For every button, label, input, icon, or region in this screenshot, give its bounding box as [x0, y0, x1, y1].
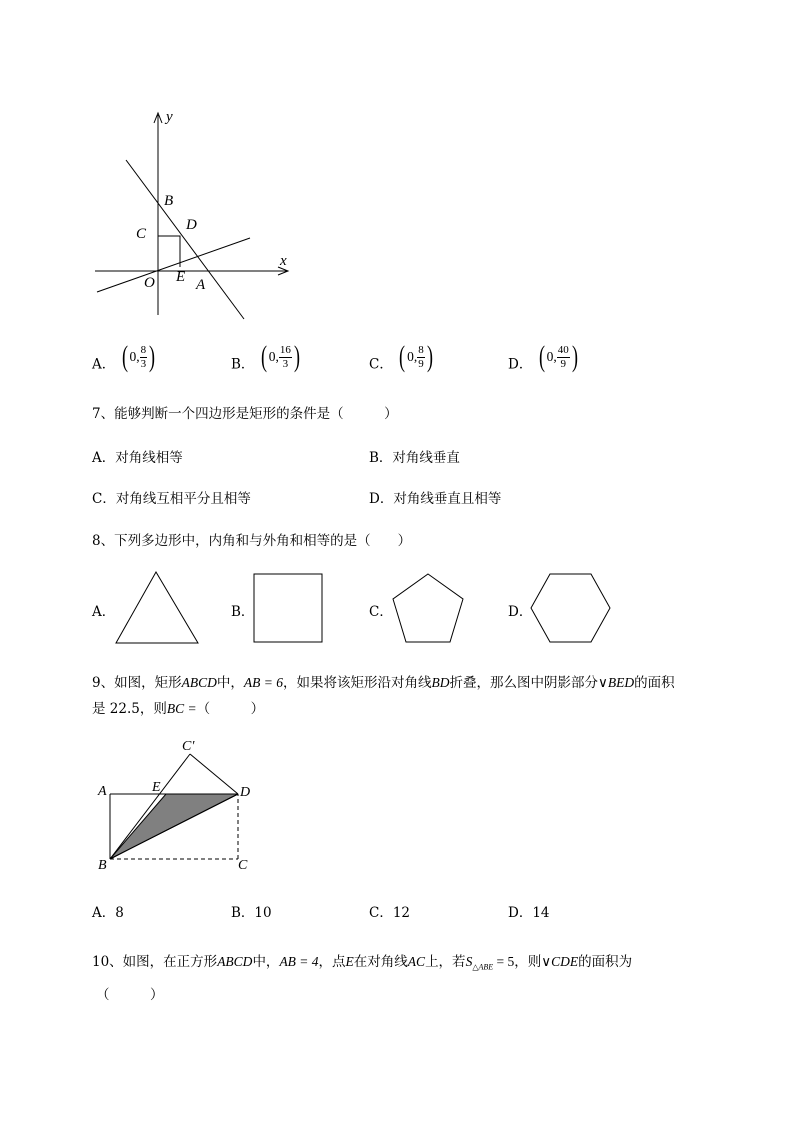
- q8-option-b[interactable]: B．: [231, 604, 255, 620]
- fig9-label-b: B: [98, 858, 107, 873]
- q7-option-c[interactable]: C．对角线互相平分且相等: [92, 491, 251, 507]
- q9-stem-line2: 是 22.5，则BC =（ ）: [92, 701, 265, 717]
- square-shape: [253, 573, 325, 645]
- q9-folded-rectangle-figure: [92, 735, 267, 875]
- fig9-label-d: D: [240, 785, 251, 800]
- fig9-label-e: E: [152, 780, 161, 795]
- q7-option-b[interactable]: B．对角线垂直: [369, 450, 460, 466]
- line-through-origin: [97, 238, 250, 292]
- fig9-label-c: C: [238, 858, 248, 873]
- q6-option-c[interactable]: C． ( 0, $\frac{8}{9}$ ): [369, 340, 433, 373]
- q7-option-d[interactable]: D．对角线垂直且相等: [369, 491, 502, 507]
- q8-option-c[interactable]: C．: [369, 604, 393, 620]
- q6-option-b[interactable]: B． ( 0, $\frac{16}{3}$ ): [231, 340, 300, 373]
- fig9-label-cprime: C′: [182, 739, 195, 754]
- fig9-label-a: A: [98, 784, 107, 799]
- q6-option-a[interactable]: A． ( 0, $\frac{8}{3}$ ): [92, 340, 156, 373]
- fig6-label-y: y: [166, 109, 173, 125]
- q9-option-d[interactable]: D．14: [508, 905, 550, 921]
- q6-option-d[interactable]: D． ( 0, $\frac{40}{9}$ ): [508, 340, 578, 373]
- fig6-label-c: C: [136, 226, 147, 242]
- q8-option-d[interactable]: D．: [508, 604, 533, 620]
- fig6-label-d: D: [186, 217, 197, 233]
- q7-option-a[interactable]: A．对角线相等: [92, 450, 183, 466]
- fig6-label-a: A: [196, 277, 206, 293]
- q8-stem: 8、下列多边形中，内角和与外角和相等的是（ ）: [92, 533, 412, 549]
- q9-stem-line1: 9、如图，矩形ABCD中，AB = 6，如果将该矩形沿对角线BD折叠，那么图中阴影部分∨BED的面积: [92, 675, 675, 691]
- q8-option-a[interactable]: A．: [92, 604, 116, 620]
- q10-stem-line1: 10、如图，在正方形ABCD中，AB = 4，点E在对角线AC上，若$S_{\triangle ABE} = 5$，则∨CDE的面积为: [92, 954, 633, 972]
- q9-option-b[interactable]: B．10: [231, 905, 272, 921]
- q7-stem: 7、能够判断一个四边形是矩形的条件是（ ）: [92, 406, 398, 422]
- q10-answer-paren: （ ）: [96, 987, 164, 1003]
- fig6-label-x: x: [280, 253, 287, 269]
- q6-coordinate-figure: [90, 105, 305, 325]
- fig6-label-b: B: [164, 193, 174, 209]
- triangle-shape: [114, 570, 200, 646]
- fig6-label-e: E: [176, 269, 186, 285]
- pentagon-shape: [390, 572, 466, 646]
- hexagon-shape: [529, 572, 613, 646]
- q9-option-a[interactable]: A．8: [92, 905, 124, 921]
- rectangle-cde: [158, 236, 180, 267]
- fig6-label-o: O: [144, 275, 155, 291]
- q9-option-c[interactable]: C．12: [369, 905, 411, 921]
